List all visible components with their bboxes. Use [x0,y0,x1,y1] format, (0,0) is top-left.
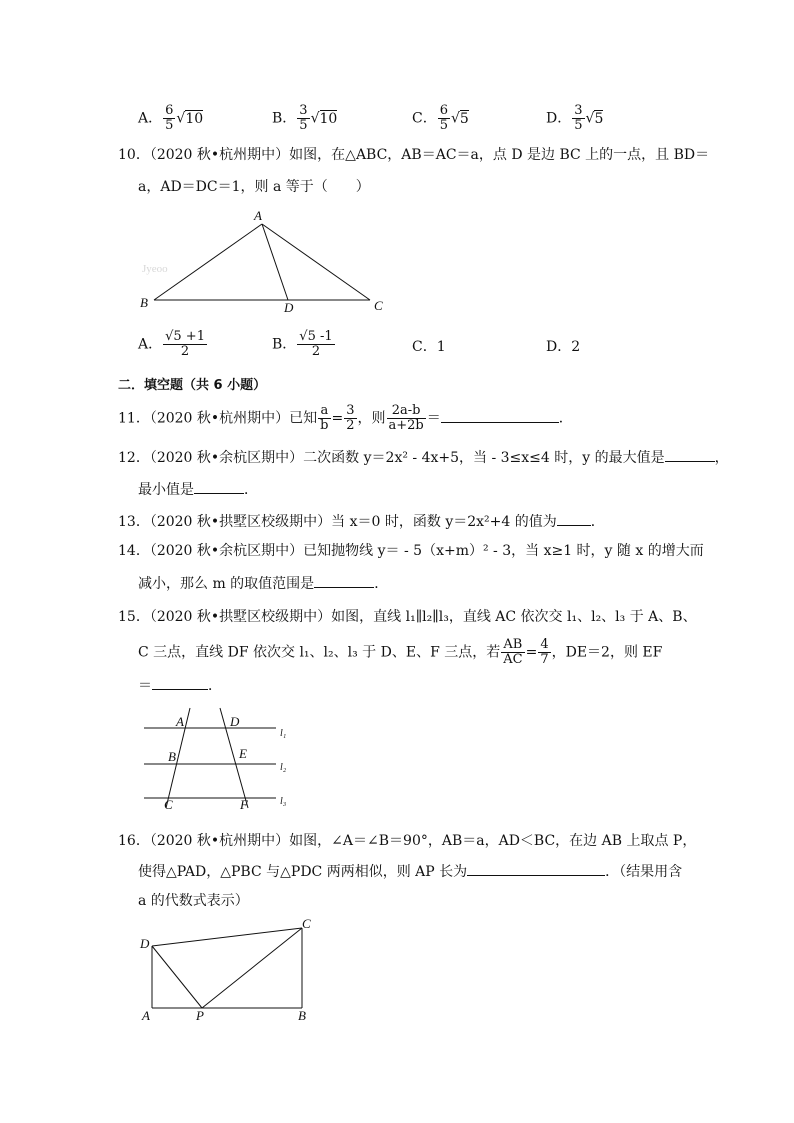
q14-line2: 减小，那么 m 的取值范围是 ． [138,576,389,592]
q16-label-d: D [140,936,150,951]
q14-answer-blank[interactable] [314,574,374,588]
q12-max-blank[interactable] [665,448,715,462]
q10-text1: 如图，在△ABC，AB＝AC＝a，点 D 是边 BC 上的一点，且 BD＝ [289,147,710,163]
q15-label-a: A [176,714,184,729]
q15-label-f: F [240,797,248,812]
q13-answer-blank[interactable] [557,512,591,526]
q15-figure [138,704,298,816]
q15-label-b: B [168,749,176,764]
q10-label-b: B [140,295,148,310]
q15-label-l1: l₁ [280,728,287,739]
q9-option-b[interactable]: B． $\frac{3}{5}$ √10 [272,103,338,133]
q13-line: 13．（2020 秋•拱墅区校级期中）当 x＝0 时，函数 y＝2x²+4 的值为 ． [118,514,605,530]
q10-option-d[interactable]: D．2 [546,339,581,355]
q11-line: 11．（2020 秋•杭州期中）已知 $\frac{a}{b}$ = $\frac{3}{2}$ ，则 $\frac{2a-b}{a+2b}$ ＝ ． [118,403,573,433]
q10-source: （2020 秋•杭州期中） [149,147,290,163]
q10-label-c: C [374,298,383,313]
q9-options [0,104,794,134]
q16-line2: 使得△PAD，△PBC 与△PDC 两两相似，则 AP 长为 ．（结果用含 [138,864,683,880]
q15-answer-blank[interactable] [152,676,208,690]
q15-label-c: C [164,797,173,812]
watermark: Jyeoo [142,263,168,275]
q15-line2: C 三点，直线 DF 依次交 l₁、l₂、l₃ 于 D、E、F 三点，若 $\frac{AB}{AC}$ = $\frac{4}{7}$ ，DE＝2，则 EF [138,637,663,667]
q10-option-a[interactable]: A． $\frac{√5 +1}{2}$ [138,329,205,359]
q16-label-c: C [302,916,311,931]
q10-segment-ad [262,224,288,300]
q10-option-b[interactable]: B． $\frac{√5 -1}{2}$ [272,329,333,359]
q11-answer-blank[interactable] [441,409,559,423]
q15-label-l2: l₂ [280,762,287,773]
q15-label-l3: l₃ [280,796,287,807]
q16-line1: 16．（2020 秋•杭州期中）如图，∠A＝∠B＝90°，AB＝a，AD＜BC，在边 AB 上取点 P， [118,833,697,849]
q15-label-d: D [230,714,240,729]
q10-label-a: A [254,208,262,223]
q10-side-ab [154,224,262,300]
q12-line2: 最小值是 ． [138,482,258,498]
q10-label-d: D [284,300,294,315]
q15-label-e: E [239,746,247,761]
q10-option-c[interactable]: C．1 [412,339,446,355]
q10-number: 10． [118,147,150,163]
q15-line3: ＝ ． [138,678,222,694]
q9-option-a[interactable]: A． $\frac{6}{5}$ √10 [138,103,204,133]
q16-label-a: A [142,1008,150,1023]
q16-figure [136,916,326,1026]
q12-line1: 12．（2020 秋•余杭区期中）二次函数 y＝2x² - 4x+5，当 - 3≤x≤4 时，y 的最大值是 ， [118,450,729,466]
q16-label-b: B [298,1008,306,1023]
q16-label-p: P [196,1008,204,1023]
q10-options [0,328,794,364]
q10-line2: a，AD＝DC＝1，则 a 等于（ ） [138,179,370,195]
q10-line1 [118,146,709,164]
q16-side-dc [152,928,302,946]
q9-option-d[interactable]: D． $\frac{3}{5}$ √5 [546,103,604,133]
q16-line3: a 的代数式表示） [138,893,249,909]
q14-line1: 14．（2020 秋•余杭区期中）已知抛物线 y＝ - 5（x+m）² - 3，当 x≥1 时，y 随 x 的增大而 [118,543,704,559]
q15-line1: 15．（2020 秋•拱墅区校级期中）如图，直线 l₁∥l₂∥l₃，直线 AC 依次交 l₁、l₂、l₃ 于 A、B、 [118,609,697,625]
q10-side-ac [262,224,370,300]
q16-segment-dp [152,946,202,1008]
q16-segment-pc [202,928,302,1008]
section-heading: 二．填空题（共 6 小题） [118,378,267,393]
q9-option-c[interactable]: C． $\frac{6}{5}$ √5 [412,103,469,133]
q10-figure [130,208,400,318]
q16-answer-blank[interactable] [467,862,605,876]
q12-min-blank[interactable] [194,480,244,494]
